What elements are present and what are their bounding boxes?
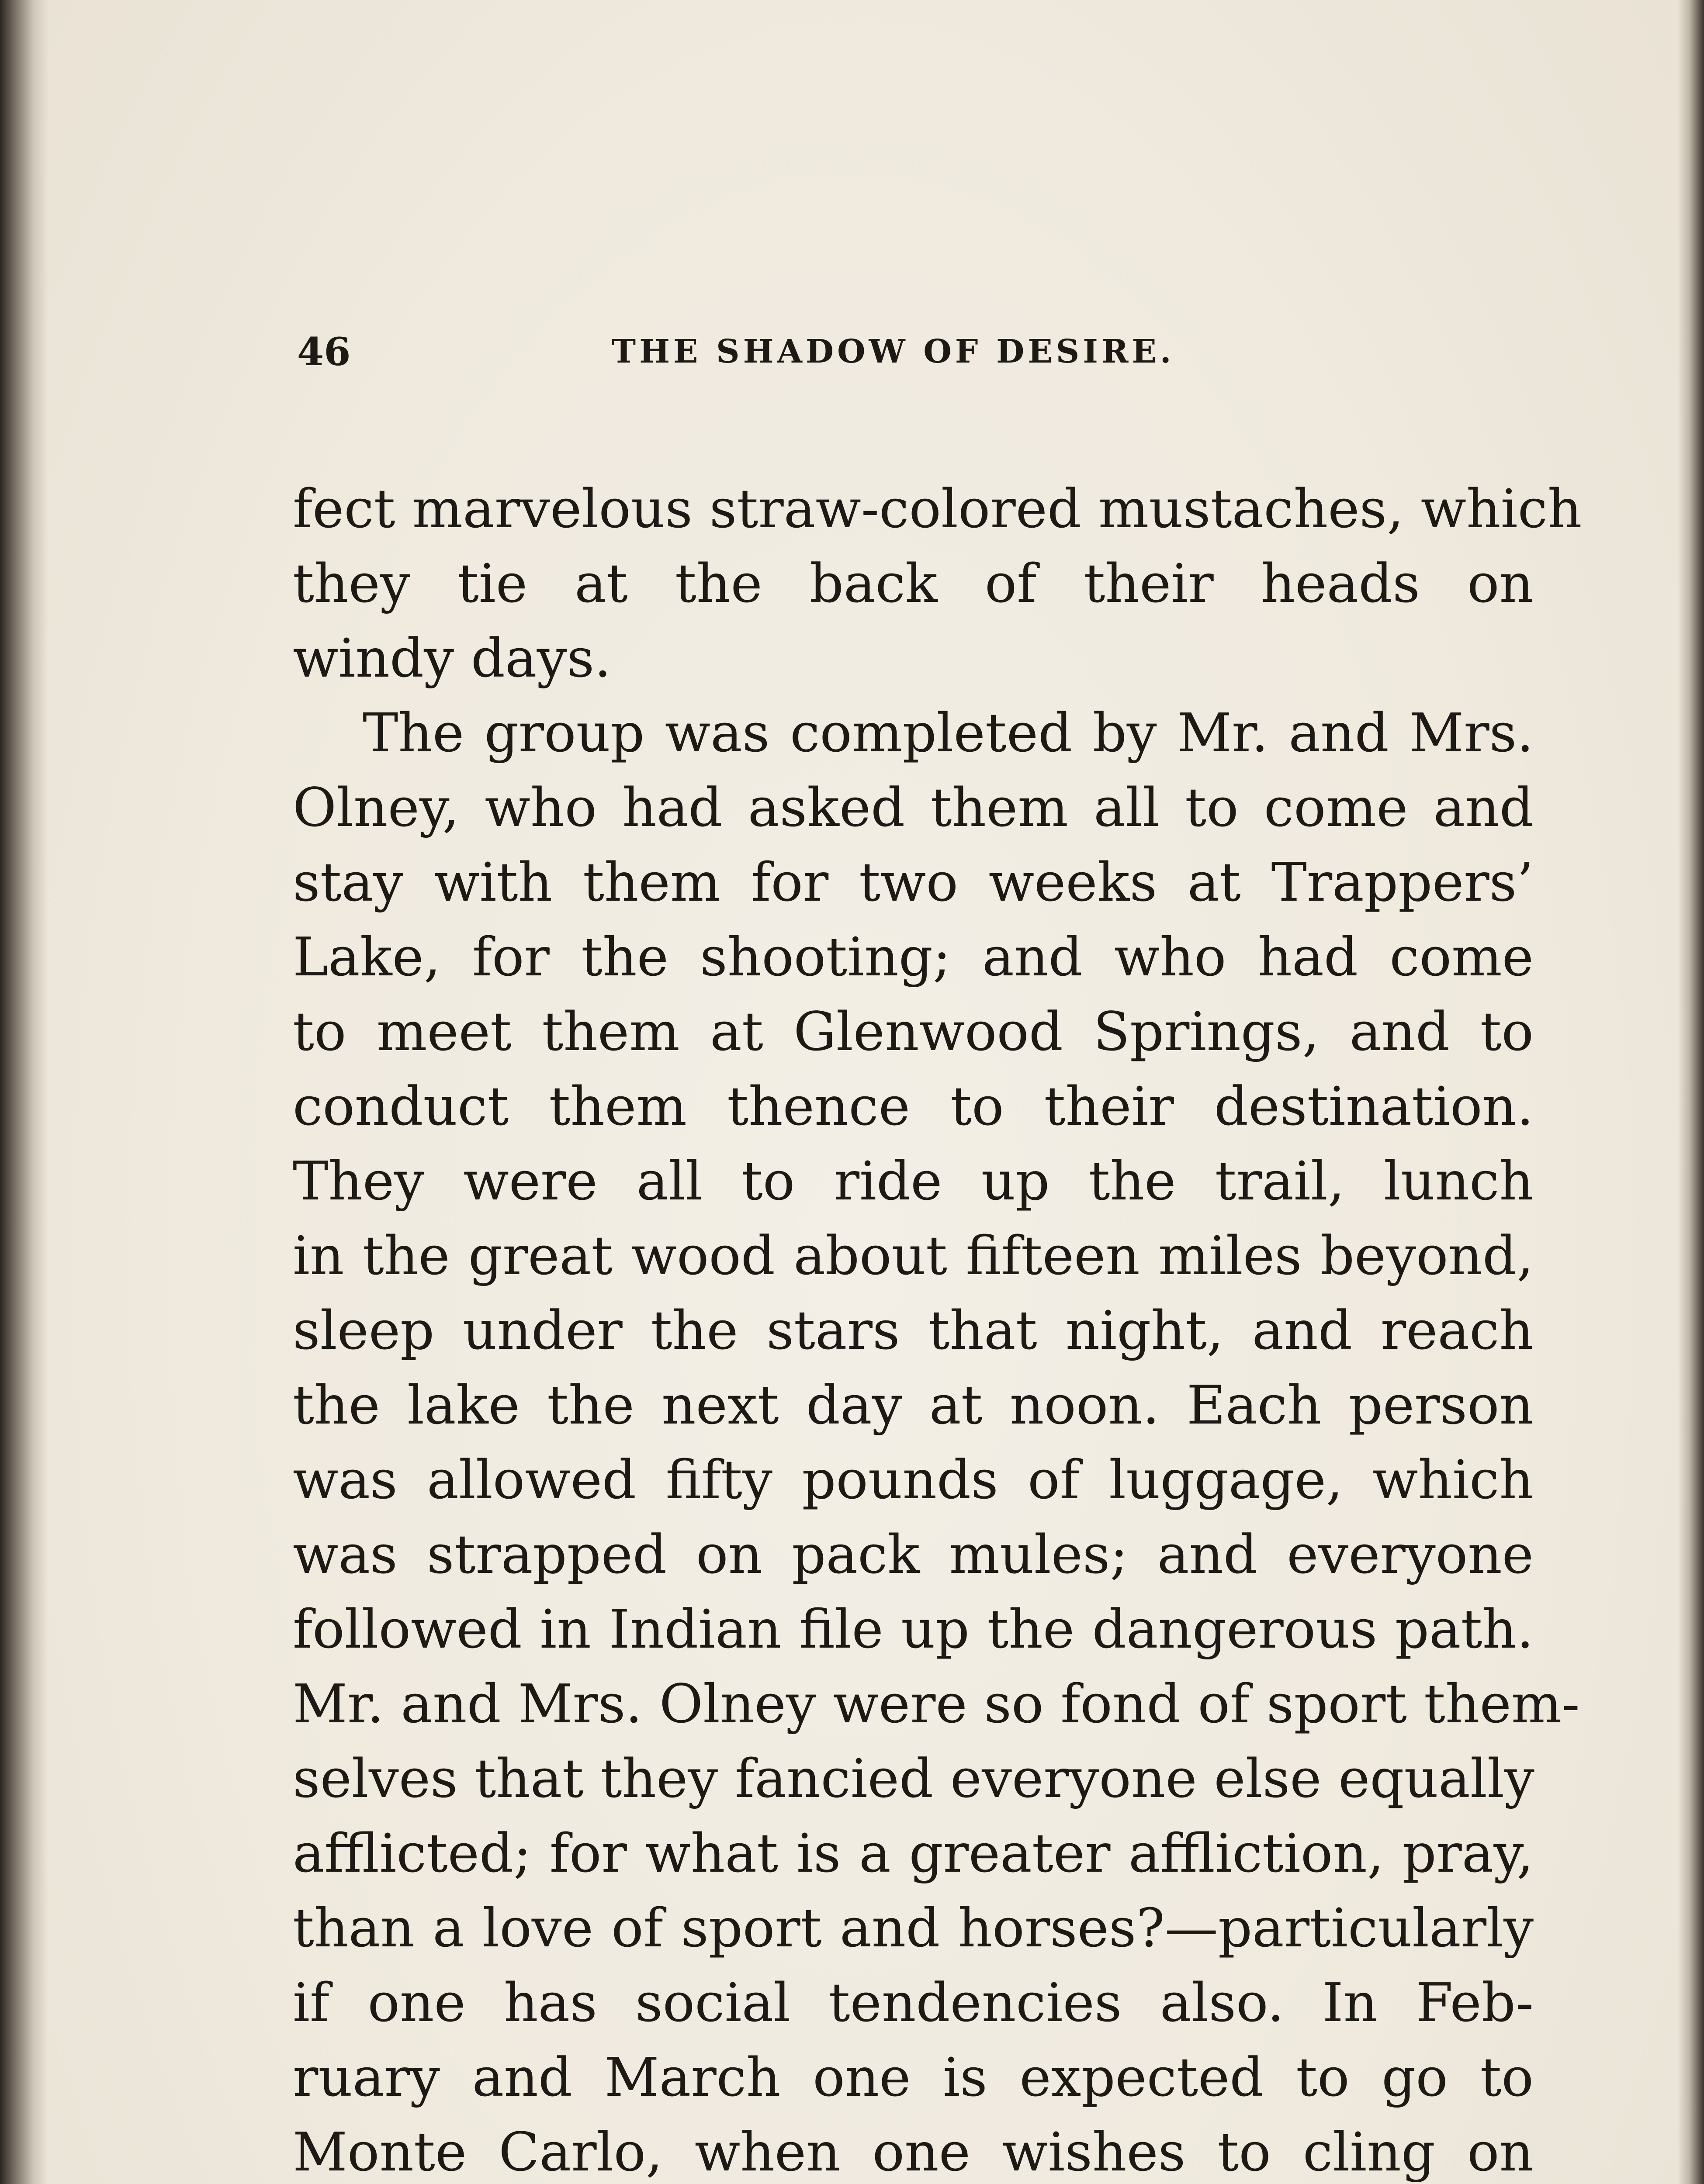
page-header	[297, 325, 1232, 378]
text-line: stay with them for two weeks at Trappers’	[293, 851, 1534, 913]
edge-shadow	[1678, 0, 1704, 2184]
text-line: Olney, who had asked them all to come and	[293, 777, 1534, 839]
text-line: to meet them at Glenwood Springs, and to	[293, 1001, 1534, 1063]
text-line: Lake, for the shooting; and who had come	[293, 926, 1534, 988]
text-line: windy days.	[293, 627, 611, 689]
text-line: was strapped on pack mules; and everyone	[293, 1524, 1534, 1586]
text-line: selves that they fancied everyone else equally	[293, 1748, 1534, 1810]
text-line: if one has social tendencies also. In Feb-	[293, 1972, 1534, 2034]
text-line: fect marvelous straw-colored mustaches, which	[293, 478, 1582, 540]
text-line: than a love of sport and horses?—particularly	[293, 1897, 1534, 1959]
body-text	[293, 472, 1582, 2184]
page-number: 46	[297, 329, 351, 374]
text-line: Mr. and Mrs. Olney were so fond of sport them-	[293, 1673, 1580, 1735]
text-line: Monte Carlo, when one wishes to cling on	[293, 2121, 1534, 2183]
text-line: ruary and March one is expected to go to	[293, 2046, 1534, 2108]
text-line: They were all to ride up the trail, lunch	[293, 1150, 1534, 1212]
binding-shadow	[0, 0, 48, 2184]
text-line: sleep under the stars that night, and reach	[293, 1299, 1534, 1362]
running-head: THE SHADOW OF DESIRE.	[612, 333, 1175, 370]
text-line: followed in Indian file up the dangerous path.	[293, 1598, 1534, 1660]
text-line: they tie at the back of their heads on	[293, 553, 1534, 615]
text-line: the lake the next day at noon. Each person	[293, 1374, 1534, 1436]
text-line: afflicted; for what is a greater affliction, pray,	[293, 1822, 1534, 1884]
text-line: was allowed fifty pounds of luggage, which	[293, 1449, 1534, 1511]
text-line: conduct them thence to their destination.	[293, 1075, 1534, 1137]
text-line: The group was completed by Mr. and Mrs.	[363, 702, 1534, 764]
text-line: in the great wood about fifteen miles beyond,	[293, 1225, 1534, 1287]
